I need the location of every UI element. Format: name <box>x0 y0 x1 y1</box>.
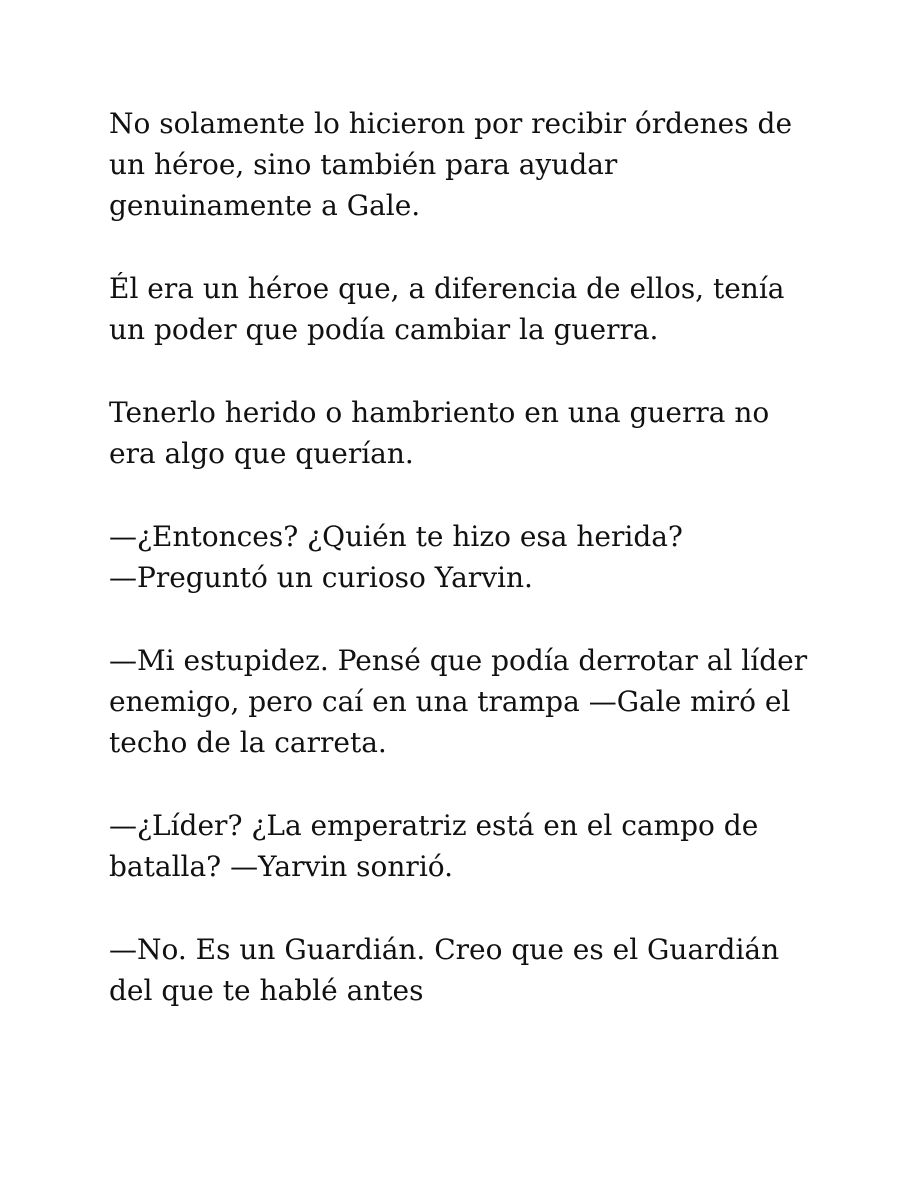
paragraph <box>109 640 809 763</box>
text-line: Tenerlo herido o hambriento en una guerra no <box>109 396 770 429</box>
document-page <box>109 103 809 1011</box>
paragraph <box>109 268 809 350</box>
text-line: —Preguntó un curioso Yarvin. <box>109 561 533 594</box>
text-line: Él era un héroe que, a diferencia de ellos, tenía <box>109 272 785 305</box>
text-line: era algo que querían. <box>109 437 414 470</box>
text-line: —¿Líder? ¿La emperatriz está en el campo de <box>109 809 759 842</box>
text-line: —¿Entonces? ¿Quién te hizo esa herida? <box>109 520 683 553</box>
text-line: un héroe, sino también para ayudar <box>109 148 618 181</box>
paragraph <box>109 103 809 226</box>
text-line: batalla? —Yarvin sonrió. <box>109 850 454 883</box>
text-line: —No. Es un Guardián. Creo que es el Guardián <box>109 933 780 966</box>
text-line: No solamente lo hicieron por recibir órdenes de <box>109 107 793 140</box>
text-line: techo de la carreta. <box>109 726 387 759</box>
paragraph <box>109 516 809 598</box>
paragraph <box>109 392 809 474</box>
paragraph <box>109 929 809 1011</box>
text-line: —Mi estupidez. Pensé que podía derrotar al líder <box>109 644 808 677</box>
text-line: enemigo, pero caí en una trampa —Gale miró el <box>109 685 791 718</box>
text-line: un poder que podía cambiar la guerra. <box>109 313 659 346</box>
text-line: del que te hablé antes <box>109 974 424 1007</box>
text-line: genuinamente a Gale. <box>109 189 421 222</box>
paragraph <box>109 805 809 887</box>
